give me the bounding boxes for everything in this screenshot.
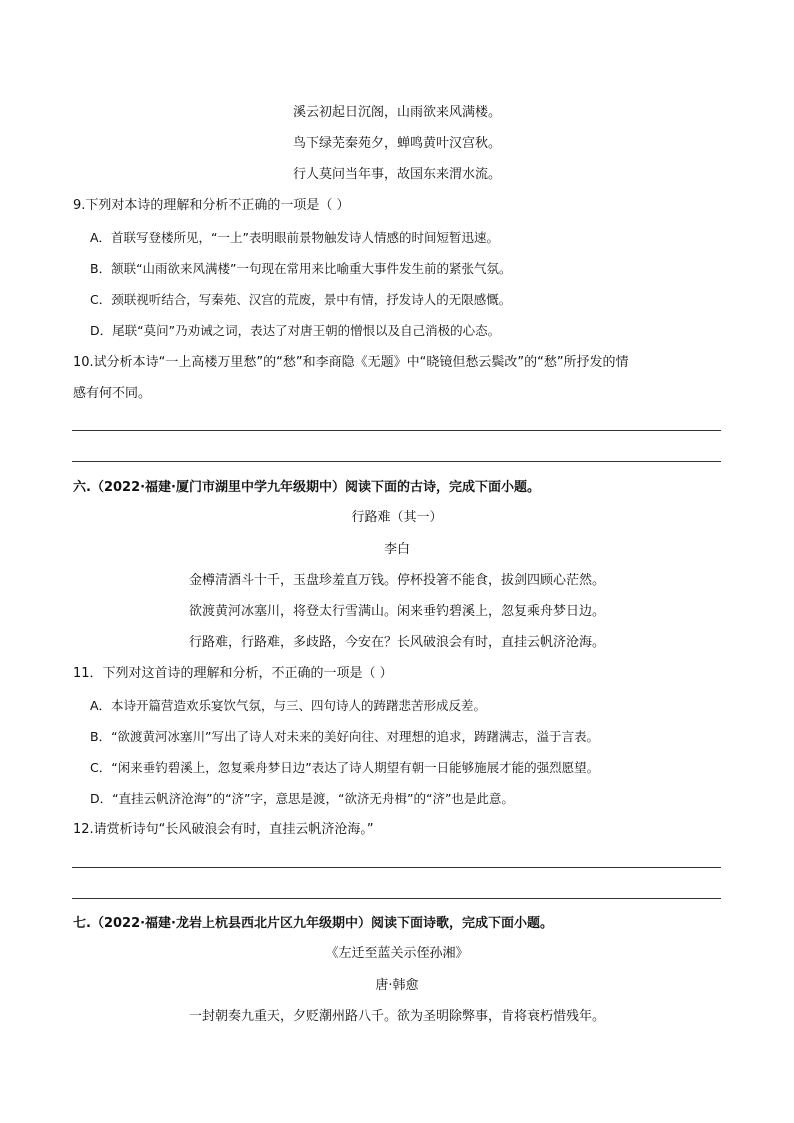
poem-author: 李白 xyxy=(383,542,410,557)
question-11-option-a: A．本诗开篇营造欢乐宴饮气氛，与三、四句诗人的踌躇悲苦形成反差。 xyxy=(90,698,487,713)
poem-line: 行路难，行路难，多歧路，今安在？长风破浪会有时，直挂云帆济沧海。 xyxy=(188,635,605,650)
poem-line: 金樽清酒斗十千，玉盘珍羞直万钱。停杯投箸不能食，拔剑四顾心茫然。 xyxy=(188,573,605,588)
poem-line: 行人莫问当年事，故国东来渭水流。 xyxy=(292,167,501,182)
poem-line: 一封朝奏九重天，夕贬潮州路八千。欲为圣明除弊事，肯将衰朽惜残年。 xyxy=(188,1009,605,1024)
answer-line xyxy=(72,898,721,899)
question-10-stem-cont: 感有何不同。 xyxy=(73,386,152,401)
question-11-stem: 11．下列对这首诗的理解和分析，不正确的一项是（ ） xyxy=(73,666,393,681)
poem-title: 《左迁至蓝关示侄孙湘》 xyxy=(325,946,469,961)
question-9-option-b: B．颔联“山雨欲来风满楼”一句现在常用来比喻重大事件发生前的紧张气氛。 xyxy=(90,261,512,276)
question-10-stem: 10.试分析本诗“一上高楼万里愁”的“愁”和李商隐《无题》中“晓镜但愁云鬓改”的“愁”所抒发的情 xyxy=(73,355,629,370)
poem-line: 欲渡黄河冰塞川，将登太行雪满山。闲来垂钓碧溪上，忽复乘舟梦日边。 xyxy=(188,604,605,619)
poem-author: 唐·韩愈 xyxy=(375,978,419,993)
poem-line: 溪云初起日沉阁，山雨欲来风满楼。 xyxy=(292,105,501,120)
question-11-option-b: B．“欲渡黄河冰塞川”写出了诗人对未来的美好向往、对理想的追求，踌躇满志，溢于言表。 xyxy=(90,729,600,744)
poem-line: 鸟下绿芜秦苑夕，蝉鸣黄叶汉宫秋。 xyxy=(292,136,501,151)
question-9-option-d: D．尾联“莫问”乃劝诫之词，表达了对唐王朝的憎恨以及自己消极的心态。 xyxy=(90,323,501,338)
section-7-header: 七.（2022·福建·龙岩上杭县西北片区九年级期中）阅读下面诗歌，完成下面小题。 xyxy=(73,916,553,931)
poem-title: 行路难（其一） xyxy=(351,510,443,525)
question-9-option-c: C．颈联视听结合，写秦苑、汉宫的荒废，景中有情，抒发诗人的无限感慨。 xyxy=(90,292,512,307)
question-12-stem: 12.请赏析诗句“长风破浪会有时，直挂云帆济沧海。” xyxy=(73,822,374,837)
question-9-option-a: A．首联写登楼所见，“一上”表明眼前景物触发诗人情感的时间短暂迅速。 xyxy=(90,230,500,245)
section-6-header: 六.（2022·福建·厦门市湖里中学九年级期中）阅读下面的古诗，完成下面小题。 xyxy=(73,480,540,495)
question-9-stem: 9.下列对本诗的理解和分析不正确的一项是（ ） xyxy=(73,198,350,213)
answer-line xyxy=(72,461,721,462)
answer-line xyxy=(72,430,721,431)
answer-line xyxy=(72,867,721,868)
question-11-option-d: D．“直挂云帆济沧海”的“济”字，意思是渡，“欲济无舟楫”的“济”也是此意。 xyxy=(90,791,514,806)
question-11-option-c: C．“闲来垂钓碧溪上，忽复乘舟梦日边”表达了诗人期望有朝一日能够施展才能的强烈愿望。 xyxy=(90,760,600,775)
